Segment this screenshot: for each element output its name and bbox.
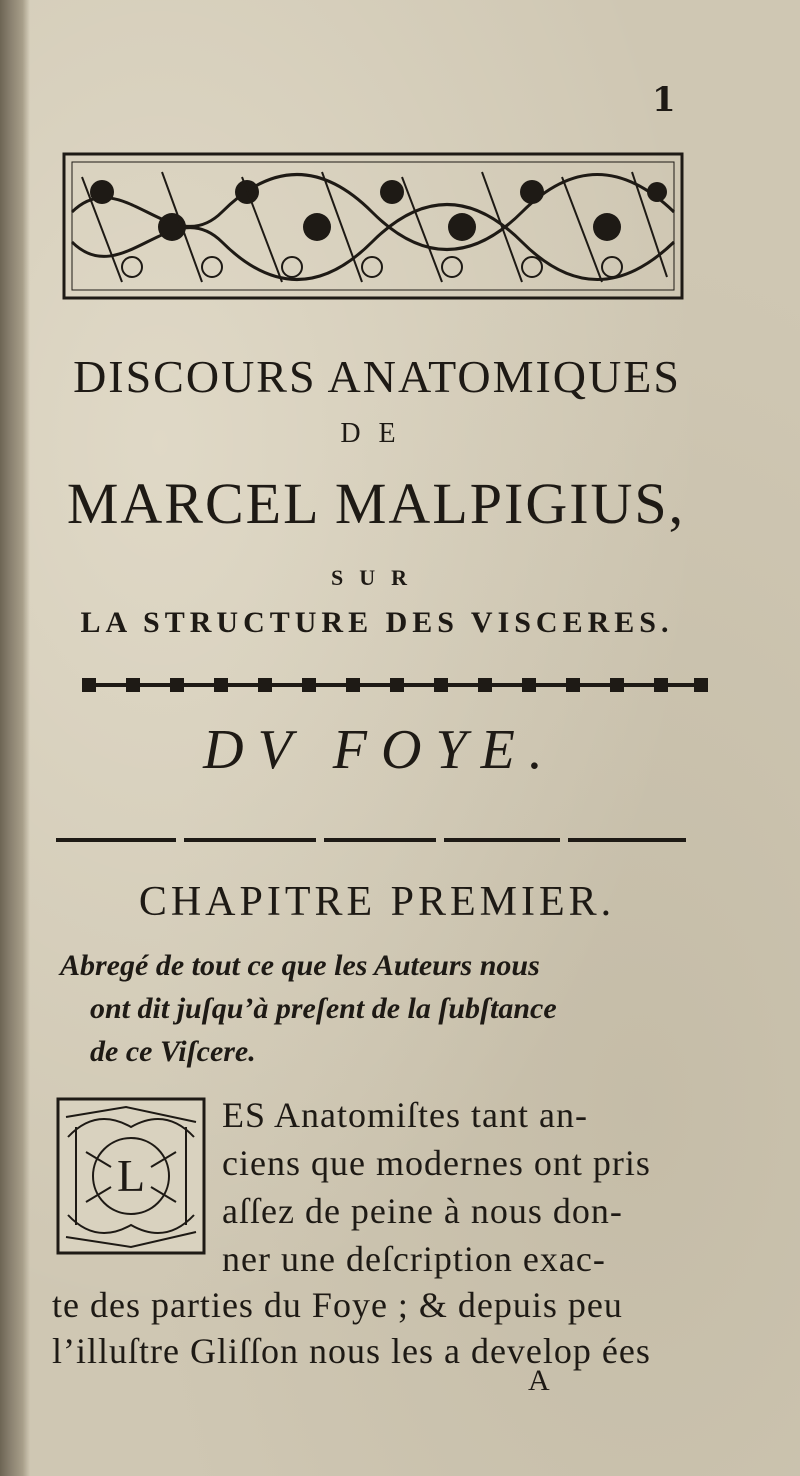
- signature-mark: A: [528, 1364, 550, 1397]
- title-structure-des-visceres: LA STRUCTURE DES VISCERES.: [80, 606, 674, 639]
- broken-rule-divider: [56, 836, 686, 844]
- summary-line: ont dit juſqu’à preſent de la ſubſtance: [90, 992, 557, 1025]
- chapter-heading: CHAPITRE PREMIER.: [138, 879, 616, 925]
- body-text-line: aſſez de peine à nous don-: [222, 1191, 623, 1231]
- body-text-line: ner une deſcription exac-: [222, 1239, 606, 1279]
- body-text-line: ciens que modernes ont pris: [222, 1143, 651, 1183]
- title-author-name: MARCEL MALPIGIUS,: [66, 471, 686, 536]
- title-discours-anatomiques: DISCOURS ANATOMIQUES: [73, 351, 681, 402]
- floral-headpiece-ornament: [62, 152, 684, 300]
- chapter-summary: [60, 944, 700, 1073]
- decorated-drop-cap: [56, 1097, 206, 1255]
- title-sur: SUR: [330, 565, 423, 590]
- ornamental-divider: [82, 676, 708, 694]
- summary-line: de ce Viſcere.: [90, 1035, 256, 1068]
- book-spine-shadow: [0, 0, 30, 1476]
- body-text-line: ES Anatomiſtes tant an-: [222, 1095, 588, 1135]
- drop-cap-letter: L: [116, 1150, 146, 1201]
- page-number: 1: [652, 80, 676, 120]
- section-title-du-foye: DV FOYE.: [203, 719, 557, 781]
- body-text-line: l’illuſtre Gliſſon nous les a develop ées: [52, 1331, 651, 1371]
- title-de: DE: [340, 418, 414, 449]
- summary-line: Abregé de tout ce que les Auteurs nous: [60, 949, 540, 982]
- body-text-line: te des parties du Foye ; & depuis peu: [52, 1285, 623, 1325]
